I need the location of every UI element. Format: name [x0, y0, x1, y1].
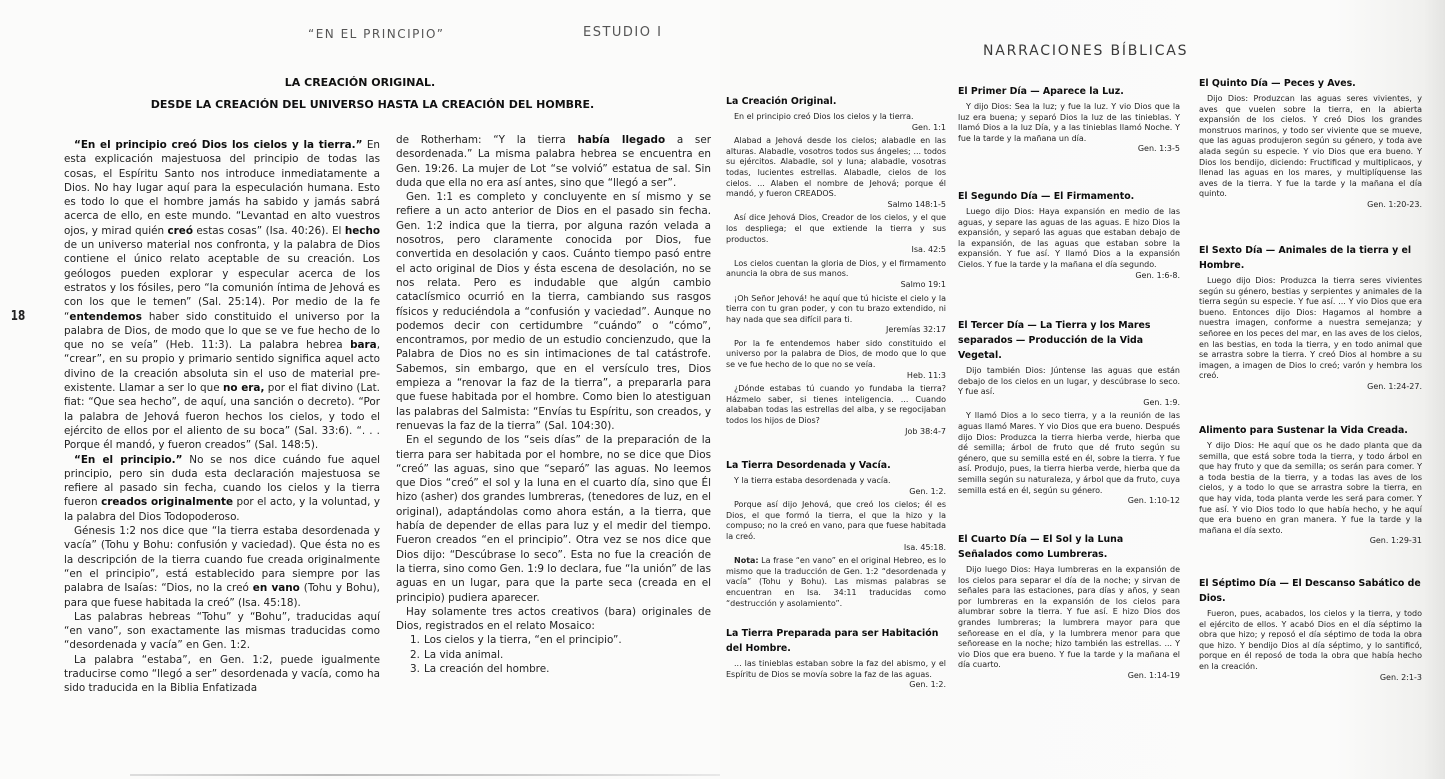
scripture-reference: Isa. 42:5 [911, 245, 946, 255]
scripture-reference: Gen. 1:6-8. [1135, 270, 1180, 280]
bold-term: entendemos [69, 310, 142, 323]
text-run: por el fiat divino (Lat. fiat: “Que sea hecho”, de aquí, una sanción o decreto). “Por la palabra de Jehová fueron hechos los cielos, y todo el ejército de ellos por el aliento de su boca” (Sal. 33:6). “. . . Porque él mandó, y fueron creados” (Sal. 148:5). [64, 382, 380, 452]
narration-section [958, 84, 1180, 158]
text-run: haber sido constituido el universo por la palabra de Dios, de modo que lo que se ve fue hecho de lo que no se veía” (Heb. 11:3). La palabra hebrea [64, 310, 380, 352]
creative-acts-list [396, 633, 711, 676]
list-item [396, 648, 711, 662]
scripture-reference: Salmo 148:1-5 [887, 199, 946, 209]
narration-section [1199, 576, 1422, 686]
text-run: En esta explicación majestuosa del principio de todas las cosas, el Espíritu Santo nos introduce inmediatamente a Dios. No hay lugar aquí para la especulación humana. Esto es todo lo que el hombre jamás ha sabido y jamás sabrá acerca de ello, en este mundo. “Levantad en alto vuestros ojos, y mirad quién [64, 139, 380, 237]
text-run: Génesis 1:2 nos dice que “la tierra estaba desordenada y vacía” (Tohu y Bohu: confusión y vaciedad). Que ésta no es la descripción de la tierra cuando fue creada originalmente “en el principio”, está establecido para siempre por las palabra de Isaías: “Dios, no la creó [64, 525, 380, 595]
passage-text: Dijo luego Dios: Haya lumbreras en la expansión de los cielos para separar el día de la noche; y sirvan de señales para las estaciones, para días y años, y sean por lumbreras en la expansión de los cielos para alumbrar sobre la tierra. Y fue así. E hizo Dios dos grandes lumbreras; la lumbrera mayor para que señorease en el día, y la lumbrera menor para que señorease en la noche; hizo también las estrellas. ... Y vio Dios que era bueno. Y fue la tarde y la mañana el día cuarto. [958, 565, 1180, 670]
narration-section [1199, 243, 1422, 396]
passage-text: Los cielos cuentan la gloria de Dios, y el firmamento anuncia la obra de sus manos. [726, 258, 946, 279]
article-subtitle: DESDE LA CREACIÓN DEL UNIVERSO HASTA LA CREACIÓN DEL HOMBRE. [150, 98, 595, 111]
page-edge-divider [130, 774, 720, 776]
passage [726, 136, 946, 210]
text-run: de un universo material nos confronta, y la palabra de Dios contiene el único relato aceptable de su creación. Los geólogos pueden explorar y especular acerca de los estratos y los fósiles, pero “la comunión íntima de Jehová es con los que le temen” (Sal. 25:14). Por medio de la fe “ [64, 239, 380, 323]
passage-text: Porque así dijo Jehová, que creó los cielos; él es Dios, el que formó la tierra, el que la hizo y la compuso; no la creó en vano, para que fuese habitada la creó. [726, 500, 946, 541]
passage-text: Así dice Jehová Dios, Creador de los cielos, y el que los despliega; el que extiende la tierra y sus productos. [726, 213, 946, 244]
note [726, 556, 946, 609]
bold-term: bara [350, 339, 377, 352]
scripture-reference: Job 38:4-7 [905, 426, 946, 436]
section-heading: El Sexto Día — Animales de la tierra y el Hombre. [1199, 245, 1412, 271]
passage [726, 112, 946, 133]
text-run: No se nos dice cuándo fue aquel principio, pero sin duda esta declaración majestuosa se refiere al pasado sin fecha, cuando los cielos y la tierra fueron [64, 453, 380, 509]
paragraph [64, 524, 380, 610]
scripture-reference: Gen. 1:3-5 [1137, 144, 1180, 154]
text-run: por el acto, y la voluntad, y la palabra del Dios Todopoderoso. [64, 496, 380, 523]
scripture-reference: Gen. 1:24-27. [1367, 381, 1422, 391]
list-number: 2. [410, 648, 420, 661]
paragraph [64, 138, 380, 453]
narration-section [958, 189, 1180, 284]
narration-section [1199, 76, 1422, 214]
narration-section [726, 626, 946, 694]
section-heading: Alimento para Sustenar la Vida Creada. [1199, 425, 1408, 436]
passage-text: Por la fe entendemos haber sido constituido el universo por la palabra de Dios, de modo que lo que se ve fue hecho de lo que no se veía. [726, 338, 946, 370]
scripture-reference: Gen. 1:20-23. [1367, 199, 1422, 209]
scripture-reference: Gen. 1:2. [909, 680, 946, 690]
passage-text: Y dijo Dios: He aquí que os he dado planta que da semilla, que está sobre toda la tierra, y todo árbol en que hay fruto y que da semilla; os serán para comer. Y a toda bestia de la tierra, y a todas las aves de los cielos, y a todo lo que se arrastra sobre la tierra, en que hay vida, toda planta verde les será para comer. Y fue así. Y vio Dios todo lo que había hecho, y he aquí que era bueno en gran manera. Y fue la tarde y la mañana el día sexto. [1199, 441, 1422, 535]
passage-text: ¡Oh Señor Jehová! he aquí que tú hiciste el cielo y la tierra con tu gran poder, y con tu brazo extendido, ni hay nada que sea difícil para ti. [726, 293, 946, 324]
paragraph: Las palabras hebreas “Tohu” y “Bohu”, traducidas aquí “en vano”, son exactamente las mismas traducidas como “desordenada y vacía” en Gen. 1:2. [64, 610, 380, 652]
passage [726, 259, 946, 291]
passage-text: Luego dijo Dios: Produzca la tierra seres vivientes según su género, bestias y serpientes y animales de la tierra según su especie. Y fue así. ... Y vio Dios que era bueno. Entonces dijo Dios: Hagamos al hombre a nuestra imagen, conforme a nuestra semejanza; y señoree en los peces del mar, en las aves de los cielos, en las bestias, en toda la tierra, y en todo animal que se arrastra sobre la tierra. Y creó Dios al hombre a su imagen, a imagen de Dios lo creó; varón y hembra los creó. [1199, 276, 1422, 381]
narration-section [726, 94, 946, 440]
section-heading: La Tierra Desordenada y Vacía. [726, 460, 891, 471]
passage-text: Y la tierra estaba desordenada y vacía. [734, 476, 891, 485]
bold-term: no era, [223, 382, 265, 395]
section-heading: El Segundo Día — El Firmamento. [958, 191, 1135, 202]
bold-term: hecho [344, 224, 380, 237]
study-label: ESTUDIO I [583, 25, 663, 40]
section-heading: El Cuarto Día — El Sol y la Luna Señalados como Lumbreras. [958, 534, 1124, 560]
scripture-reference: Gen. 1:10-12 [1127, 496, 1180, 506]
article-title: LA CREACIÓN ORIGINAL. [284, 76, 436, 89]
passage [1199, 276, 1422, 393]
passage [958, 102, 1180, 155]
passage [726, 213, 946, 255]
scripture-reference: Gen. 1:14-19 [1127, 670, 1180, 680]
section-heading: El Tercer Día — La Tierra y los Mares separados — Producción de la Vida Vegetal. [958, 320, 1151, 361]
paragraph: Hay solamente tres actos creativos (bara) originales de Dios, registrados en el relato Mosaico: [396, 605, 711, 633]
passage [726, 384, 946, 437]
scripture-reference: Gen. 1:2. [909, 486, 946, 496]
passage [726, 339, 946, 381]
paragraph: La palabra “estaba”, en Gen. 1:2, puede igualmente traducirse como “llegó a ser” desordenada y vacía, como ha sido traducida en la Biblia Enfatizada [64, 653, 380, 695]
bold-term: creó [167, 224, 193, 237]
passage-text: Luego dijo Dios: Haya expansión en medio de las aguas, y separe las aguas de las aguas. E hizo Dios la expansión, y separó las aguas que estaban debajo de la expansión, de las aguas que estaban sobre la expansión. Y fue así. Y llamó Dios a la expansión Cielos. Y fue la tarde y la mañana el día segundo. [958, 207, 1180, 269]
bold-term: creados originalmente [101, 496, 234, 509]
passage-text: Y llamó Dios a lo seco tierra, y a la reunión de las aguas llamó Mares. Y vio Dios que era bueno. Después dijo Dios: Produzca la tierra hierba verde, hierba que dé semilla; árbol de fruto que dé fruto según su género, que su semilla esté en él, sobre la tierra. Y fue así. Produjo, pues, la tierra hierba verde, hierba que da semilla según su naturaleza, y árbol que da fruto, cuya semilla está en él, según su género. [958, 411, 1180, 495]
scripture-reference: Isa. 45:18. [903, 542, 946, 552]
passage-text: Dijo también Dios: Júntense las aguas que están debajo de los cielos en un lugar, y descúbrase lo seco. Y fue así. [958, 366, 1180, 397]
passage [1199, 94, 1422, 211]
section-heading: La Creación Original. [726, 96, 837, 107]
section-heading: El Quinto Día — Peces y Aves. [1199, 78, 1356, 89]
scripture-reference: Jeremías 32:17 [886, 325, 946, 335]
text-run: a ser desordenada.” La misma palabra hebrea se encuentra en Gen. 19:26. La mujer de Lot “se volvió” estatua de sal. Sin duda que ella no era así antes, sino que “llegó a ser”. [396, 134, 712, 189]
passage [958, 411, 1180, 506]
passage-text: ¿Dónde estabas tú cuando yo fundaba la tierra? Házmelo saber, si tienes inteligencia. ... Cuando alababan todas las estrellas del alba, y se regocijaban todos los hijos de Dios? [726, 384, 946, 426]
list-number: 3. [410, 662, 420, 675]
narration-section [958, 318, 1180, 510]
passage-text: Dijo Dios: Produzcan las aguas seres vivientes, y aves que vuelen sobre la tierra, en la abierta expansión de los cielos. Y creó Dios los grandes monstruos marinos, y todo ser viviente que se mueve, que las aguas produjeron según su género, y toda ave alada según su especie. Y vio Dios que era bueno. Y Dios los bendijo, diciendo: Fructificad y multiplicaos, y llenad las aguas en los mares, y multiplíquense las aves de la tierra. Y fue la tarde y la mañana el día quinto. [1199, 94, 1422, 199]
passage-text: Fueron, pues, acabados, los cielos y la tierra, y todo el ejército de ellos. Y acabó Dios en el día séptimo la obra que hizo; y reposó el día séptimo de toda la obra que hizo. Y bendijo Dios al día séptimo, y lo santificó, porque en él reposó de toda la obra que había hecho en la creación. [1199, 609, 1422, 671]
bold-quote: “En el principio creó Dios los cielos y la tierra.” [74, 139, 363, 151]
note-text: La frase “en vano” en el original Hebreo, es lo mismo que la traducción de Gen. 1:2 “desordenada y vacía” (Tohu y Bohu). Las mismas palabras se encuentran en Isa. 34:11 traducidas como “destrucción y asolamiento”. [726, 556, 946, 608]
passage-text: En el principio creó Dios los cielos y la tierra. [734, 112, 914, 121]
text-run: estas cosas” (Isa. 40:26). El [192, 224, 345, 237]
note-label: Nota: [734, 556, 759, 566]
running-head-right: NARRACIONES BÍBLICAS [983, 43, 1189, 59]
scripture-reference: Gen. 1:1 [911, 122, 946, 132]
text-run: (Tohu y Bohu), para que fuese habitada la creó” (Isa. 45:18). [64, 582, 380, 609]
left-page [0, 0, 720, 779]
article-column-1 [64, 138, 380, 696]
bold-term: en vano [252, 582, 300, 595]
passage-text: ... las tinieblas estaban sobre la faz del abismo, y el Espíritu de Dios se movía sobre la faz de las aguas. [726, 659, 946, 679]
section-heading: La Tierra Preparada para ser Habitación del Hombre. [726, 628, 939, 654]
narration-section [726, 458, 946, 612]
passage-text: Y dijo Dios: Sea la luz; y fue la luz. Y vio Dios que la luz era buena; y separó Dios la luz de las tinieblas. Y llamó Dios a la luz Día, y a las tinieblas llamó Noche. Y fue la tarde y la mañana un día. [958, 102, 1180, 143]
scripture-reference: Salmo 19:1 [900, 279, 946, 289]
bold-term: había llegado [577, 134, 666, 146]
passage [958, 207, 1180, 281]
narration-section [1199, 423, 1422, 550]
list-item [396, 662, 711, 676]
passage [1199, 609, 1422, 683]
list-text: La creación del hombre. [424, 662, 550, 675]
passage [726, 476, 946, 497]
list-number: 1. [410, 634, 420, 647]
list-text: Los cielos y la tierra, “en el principio”. [424, 634, 622, 647]
section-heading: El Primer Día — Aparece la Luz. [958, 86, 1124, 97]
passage [1199, 441, 1422, 547]
text-run: de Rotherham: “Y la tierra [396, 134, 578, 146]
bold-quote: “En el principio.” [74, 453, 183, 466]
list-text: La vida animal. [424, 648, 504, 661]
passage [958, 565, 1180, 682]
paragraph: Gen. 1:1 es completo y concluyente en sí mismo y se refiere a un acto anterior de Dios en el pasado sin fecha. Gen. 1:2 indica que la tierra, por alguna razón velada a nosotros, pero claramente conocida por Dios, fue convertida en desolación y caos. Cuánto tiempo pasó entre el acto original de Dios y ésta escena de desolación, no se nos relata. Pero es indudable que algún cambio cataclísmico ocurrió en la tierra, cambiando sus rasgos físicos y reduciéndola a “confusión y vaciedad”. Aunque no podemos decir con certidumbre “cuándo” o “cómo”, encontramos, por medio de un estudio concienzudo, que la Palabra de Dios no es sin intimaciones de tal catástrofe. Sabemos, sin embargo, que en el versículo tres, Dios empieza a “renovar la faz de la tierra”, a prepararla para que fuese habitada por el hombre. Como bien lo atestiguan las palabras del Salmista: “Envías tu Espíritu, son creados, y renuevas la faz de la tierra” (Sal. 104:30). [396, 191, 711, 432]
passage [726, 659, 946, 691]
list-item [396, 633, 711, 647]
narration-section [958, 532, 1180, 685]
passage [958, 366, 1180, 408]
scripture-reference: Gen. 1:29-31 [1369, 536, 1422, 546]
paragraph [396, 133, 711, 190]
text-run: , “crear”, en su propio y primario sentido significa aquel acto divino de la creación absoluta sin el uso de material pre-existente. Llamar a ser lo que [64, 339, 380, 395]
scripture-reference: Heb. 11:3 [906, 370, 946, 380]
paragraph: En el segundo de los “seis días” de la preparación de la tierra para ser habitada por el hombre, no se dice que Dios “creó” las aguas, sino que “separó” las aguas. No leemos que Dios “creó” el sol y la luna en el cuarto día, sino que Él hizo (asher) dos grandes lumbreras, (tenedores de luz, en el original), adaptándolas como ahora están, a la tierra, que había de depender de ellas para luz y el medir del tiempo. Fueron creados “en el principio”. Otra vez se nos dice que Dios dijo: “Descúbrase lo seco”. Esta no fue la creación de la tierra, sino como Gen. 1:9 lo declara, fue “la unión” de las aguas en un lugar, para que la parte seca (creada en el principio) pudiera aparecer. [396, 434, 712, 604]
passage-text: Alabad a Jehová desde los cielos; alabadle en las alturas. Alabadle, vosotros todos sus ángeles; ... todos su ejércitos. Alabadle, sol y luna; alabadle, vosotras todas, lucientes estrellas. Alabadle, cielos de los cielos. ... Alaben el nombre de Jehová; porque él mandó, y fueron CREADOS. [726, 136, 946, 199]
paragraph [64, 453, 380, 524]
passage [726, 294, 946, 336]
article-column-2 [396, 133, 711, 676]
passage [726, 500, 946, 553]
scripture-reference: Gen. 1:9. [1143, 397, 1180, 407]
scripture-reference: Gen. 2:1-3 [1379, 672, 1422, 682]
page-number: 18 [10, 309, 26, 324]
section-heading: El Séptimo Día — El Descanso Sabático de Dios. [1199, 578, 1421, 604]
running-head-left: “EN EL PRINCIPIO” [308, 27, 445, 41]
